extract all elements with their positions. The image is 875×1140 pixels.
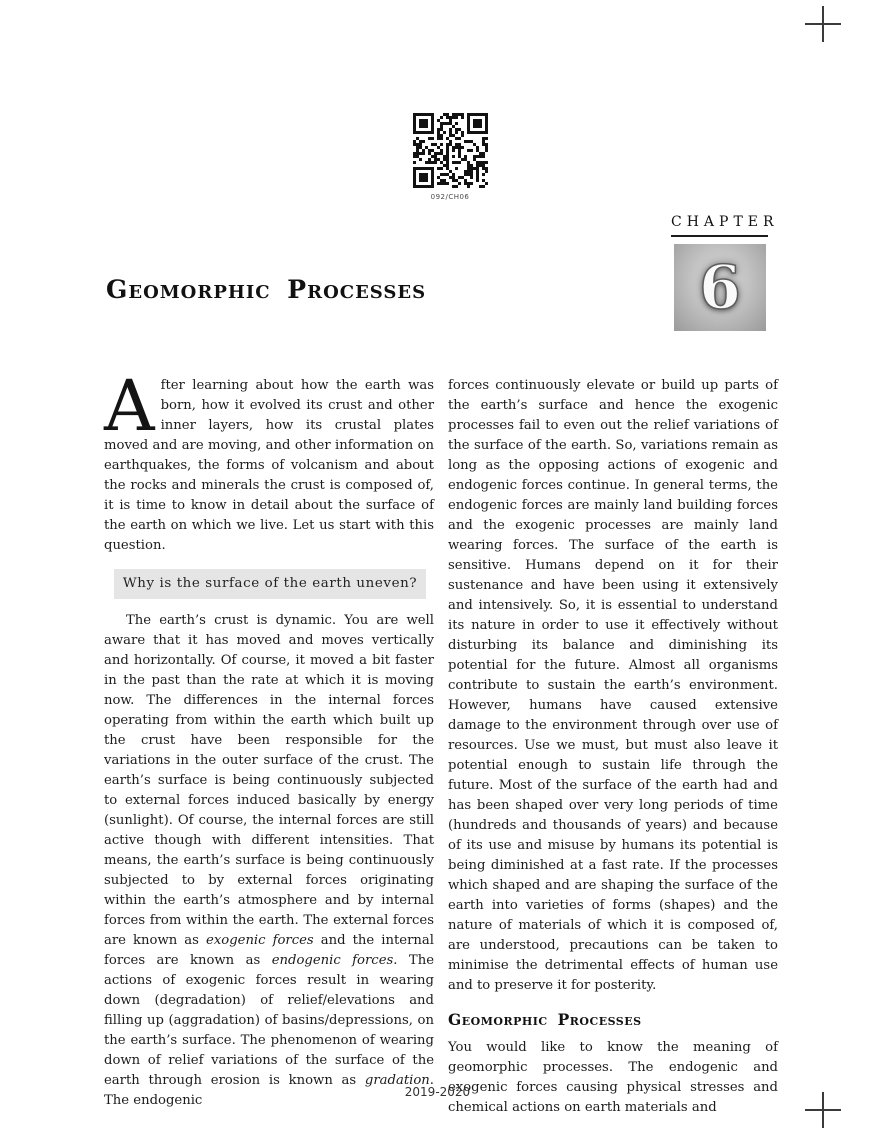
italic-term: exogenic forces — [206, 933, 314, 948]
paragraph-text: . The actions of exogenic forces result in wearing down (degradation) of relief/elevations and filling up (aggradation) of basins/depressions, on the earth’s surface. The phenomenon of wearing down of relief variations of the surface of the earth through erosion is known as — [104, 953, 435, 1088]
qr-block — [410, 113, 490, 201]
body-text — [104, 365, 778, 1118]
chapter-label: CHAPTER — [671, 214, 768, 237]
intro-paragraph-text: fter learning about how the earth was born, how it evolved its crust and other inner layers, how its crustal plates moved and are moving, and other information on earthquakes, the forms of volcanism and about the rocks and minerals the crust is composed of, it is time to know in detail about the surface of the earth on which we live. Let us start with this question. — [104, 378, 434, 553]
drop-cap: A — [104, 365, 155, 447]
intro-paragraph — [104, 365, 434, 556]
paragraph-text: and the internal forces are known as — [104, 933, 434, 968]
qr-code-icon — [413, 113, 488, 188]
qr-caption: 092/CH06 — [430, 193, 470, 201]
paragraph-text: The earth’s crust is dynamic. You are well aware that it has moved and moves vertically and horizontally. Of course, it moved a bit faster in the past than the rate at which it is moving now. The differences in the internal forces operating from within the earth which built up the crust have been responsible for the variations in the outer surface of the crust. The earth’s surface is being continuously subjected to external forces induced basically by energy (sunlight). Of course, the internal forces are still active though with different intensities. That means, the earth’s surface is being continuously subjected to by external forces originating within the earth’s atmosphere and by internal forces from within the earth. The external forces are known as — [104, 613, 434, 948]
page-footer: 2019-2020 — [404, 1085, 471, 1099]
chapter-block — [671, 214, 779, 331]
body-paragraph — [104, 611, 434, 1111]
page-title: Geomorphic Processes — [106, 274, 427, 304]
right-column — [448, 376, 778, 1118]
continuation-paragraph: forces continuously elevate or build up parts of the earth’s surface and hence the exogenic processes fail to even out the relief variations of the surface of the earth. So, variations remain as long as the opposing actions of exogenic and endogenic forces continue. In general terms, the endogenic forces are mainly land building forces and the exogenic processes are mainly land wearing forces. The surface of the earth is sensitive. Humans depend on it for their sustenance and have been using it extensively and intensively. So, it is essential to understand its nature in order to use it effectively without disturbing its balance and diminishing its potential for the future. Almost all organisms contribute to sustain the earth’s environment. However, humans have caused extensive damage to the environment through over use of resources. Use we must, but must also leave it potential enough to sustain life through the future. Most of the surface of the earth had and has been shaped over very long periods of time (hundreds and thousands of years) and because of its use and misuse by humans its potential is being diminished at a fast rate. If the processes which shaped and are shaping the surface of the earth into varieties of forms (shapes) and the nature of materials of which it is composed of, are understood, precautions can be taken to minimise the detrimental effects of human use and to preserve it for posterity. — [448, 378, 778, 993]
section-heading: Geomorphic Processes — [448, 1010, 642, 1029]
crop-mark-icon — [805, 6, 841, 42]
italic-term: gradation — [364, 1073, 430, 1088]
body-paragraph: You would like to know the meaning of geomorphic processes. The endogenic and exogenic forces causing physical stresses and chemical actions on earth materials and — [448, 1040, 778, 1115]
chapter-number-box — [674, 244, 766, 331]
left-column — [104, 365, 435, 1118]
chapter-number: 6 — [699, 252, 741, 323]
paragraph-text: . The endogenic — [104, 1073, 434, 1108]
question-box: Why is the surface of the earth uneven? — [114, 569, 426, 599]
italic-term: endogenic forces — [271, 953, 394, 968]
